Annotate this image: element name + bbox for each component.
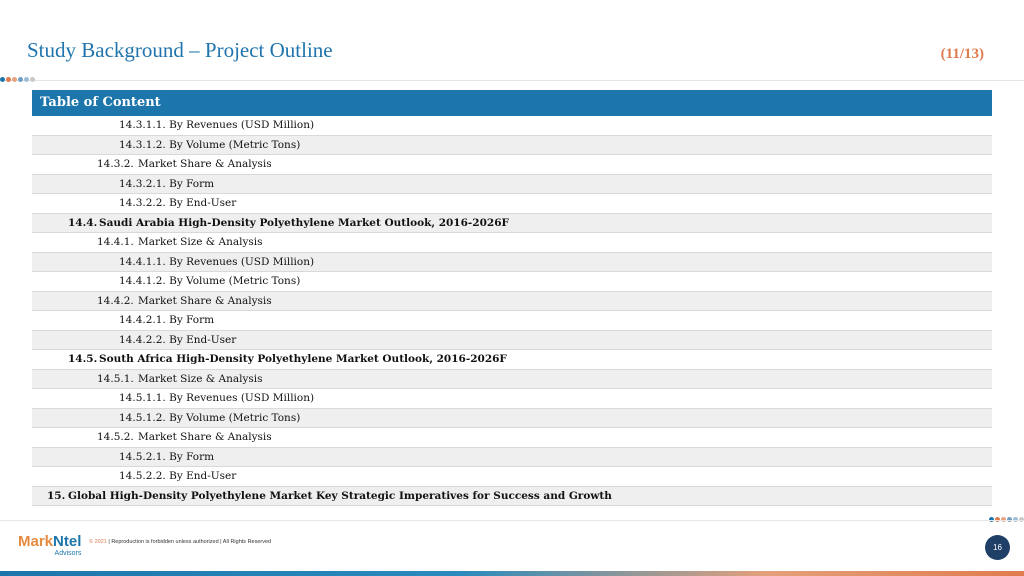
toc-row: [32, 350, 992, 370]
toc-row-number: 15.: [47, 489, 66, 502]
toc-row-text: By Volume (Metric Tons): [169, 275, 301, 287]
toc-row-number: 14.5.2.: [97, 431, 134, 443]
toc-row: [32, 311, 992, 331]
toc-row-text: By End-User: [169, 197, 237, 209]
toc-row-number: 14.4.2.1.: [119, 314, 166, 326]
toc-row-number: 14.5.1.2.: [119, 411, 166, 424]
marknteladvisors-logo: [18, 534, 81, 558]
toc-row: [32, 214, 992, 234]
logo-mark-text: Mark: [18, 533, 54, 550]
bottom-accent-bar: [0, 571, 1024, 576]
toc-row-number: 14.4.1.2.: [119, 275, 166, 287]
toc-row-text: South Africa High-Density Polyethylene Market Outlook, 2016-2026F: [99, 353, 507, 365]
page-number-badge: 16: [985, 535, 1010, 560]
toc-row: [32, 194, 992, 214]
toc-row: [32, 409, 992, 429]
toc-row-number: 14.4.2.: [97, 294, 134, 307]
toc-row-number: 14.3.2.1.: [119, 177, 166, 190]
toc-row: [32, 370, 992, 390]
toc-row: [32, 331, 992, 351]
toc-row: [32, 253, 992, 273]
logo-subtitle: Advisors: [54, 550, 82, 557]
toc-row-text: Saudi Arabia High-Density Polyethylene Market Outlook, 2016-2026F: [99, 216, 509, 229]
toc-row-text: By Form: [169, 177, 215, 190]
toc-row-text: Market Share & Analysis: [138, 294, 272, 307]
toc-row-text: Global High-Density Polyethylene Market Key Strategic Imperatives for Success and Growth: [68, 489, 612, 502]
toc-row-text: By Revenues (USD Million): [169, 255, 315, 268]
toc-row-text: Market Share & Analysis: [138, 431, 272, 443]
table-of-content: [32, 90, 992, 506]
logo-ntel-text: Ntel: [53, 533, 82, 550]
page-title: Study Background – Project Outline: [27, 38, 333, 62]
toc-row-number: 14.5.2.1.: [119, 450, 166, 463]
toc-row: [32, 467, 992, 487]
copyright-notice: [89, 539, 271, 545]
toc-row: [32, 136, 992, 156]
toc-row-number: 14.5.1.1.: [119, 392, 166, 404]
decorative-dots-top: [0, 77, 35, 82]
toc-row: [32, 116, 992, 136]
toc-row: [32, 233, 992, 253]
toc-row-text: Market Share & Analysis: [138, 158, 272, 170]
toc-row: [32, 155, 992, 175]
toc-row-text: By End-User: [169, 333, 237, 346]
toc-row-text: Market Size & Analysis: [138, 236, 263, 248]
toc-row: [32, 292, 992, 312]
toc-row-number: 14.5.: [68, 353, 98, 365]
toc-row-text: By Volume (Metric Tons): [169, 411, 301, 424]
toc-row: [32, 272, 992, 292]
toc-row-text: By Revenues (USD Million): [169, 119, 315, 131]
toc-row-text: By Form: [169, 314, 215, 326]
toc-row-text: By Form: [169, 450, 215, 463]
toc-row-number: 14.5.2.2.: [119, 470, 166, 482]
toc-row-number: 14.5.1.: [97, 372, 134, 385]
toc-row: [32, 389, 992, 409]
toc-row-number: 14.3.2.2.: [119, 197, 166, 209]
toc-row: [32, 175, 992, 195]
toc-heading: Table of Content: [32, 90, 992, 116]
toc-row-number: 14.4.: [68, 216, 98, 229]
toc-row-text: By Volume (Metric Tons): [169, 138, 301, 151]
copyright-text: | Reproduction is forbidden unless authorized | All Rights Reserved: [106, 539, 272, 545]
header-divider: [0, 80, 1024, 81]
toc-row: [32, 487, 992, 507]
toc-row: [32, 428, 992, 448]
toc-row-number: 14.4.2.2.: [119, 333, 166, 346]
toc-row-number: 14.3.1.2.: [119, 138, 166, 151]
toc-row-text: By End-User: [169, 470, 237, 482]
toc-row-number: 14.4.1.: [97, 236, 134, 248]
footer-divider: [0, 520, 1024, 521]
toc-row-number: 14.4.1.1.: [119, 255, 166, 268]
toc-row: [32, 448, 992, 468]
toc-row-number: 14.3.2.: [97, 158, 134, 170]
toc-row-text: By Revenues (USD Million): [169, 392, 315, 404]
toc-row-text: Market Size & Analysis: [138, 372, 263, 385]
page-indicator: (11/13): [940, 46, 984, 62]
copyright-year: © 2021: [89, 539, 107, 545]
toc-row-number: 14.3.1.1.: [119, 119, 166, 131]
